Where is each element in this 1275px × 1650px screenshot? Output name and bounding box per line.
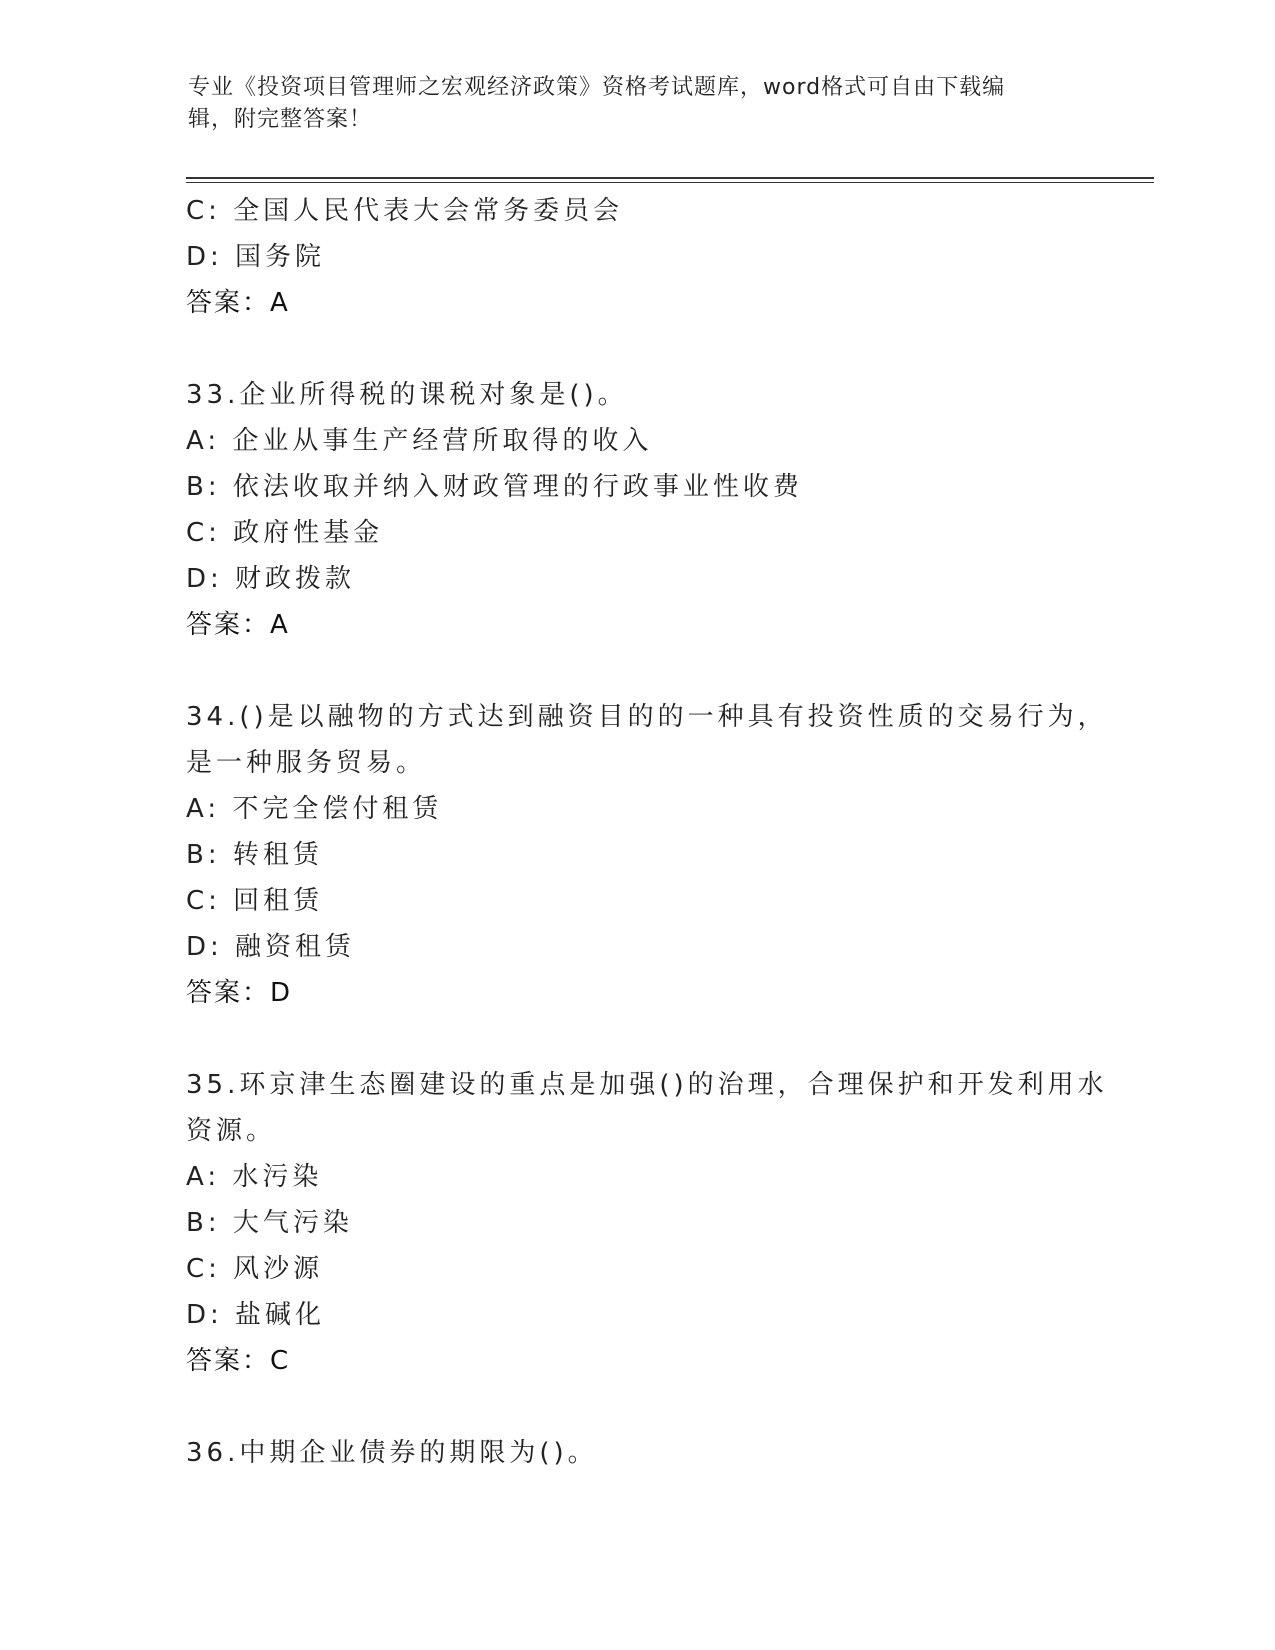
header-line-1: 专业《投资项目管理师之宏观经济政策》资格考试题库，word格式可自由下载编	[188, 75, 1006, 100]
option-d: D: 国务院	[186, 242, 326, 272]
option-d: D: 盐碱化	[186, 1300, 326, 1330]
option-c: C: 回租赁	[186, 886, 324, 916]
header-line-2: 辑，附完整答案！	[188, 107, 373, 132]
answer-line: 答案：A	[186, 610, 290, 640]
question-block-previous	[186, 188, 1086, 326]
question-text: 33.企业所得税的课税对象是()。	[186, 380, 628, 410]
option-a: A: 企业从事生产经营所取得的收入	[186, 426, 653, 456]
option-b: B: 转租赁	[186, 840, 323, 870]
option-c: C: 政府性基金	[186, 518, 384, 548]
question-block-35	[186, 1062, 1108, 1384]
question-block-34	[186, 694, 1108, 1016]
spacer	[186, 326, 1086, 372]
question-text-line-1: 35.环京津生态圈建设的重点是加强()的治理，合理保护和开发利用水	[186, 1070, 1108, 1100]
document-header	[188, 72, 1068, 136]
question-list	[186, 188, 1108, 1476]
question-text-line-1: 34.()是以融物的方式达到融资目的的一种具有投资性质的交易行为，	[186, 702, 1108, 732]
spacer	[186, 648, 1086, 694]
spacer	[186, 1384, 1086, 1430]
option-d: D: 融资租赁	[186, 932, 356, 962]
question-block-36	[186, 1430, 1086, 1476]
option-a: A: 不完全偿付租赁	[186, 794, 443, 824]
option-a: A: 水污染	[186, 1162, 323, 1192]
option-c: C: 全国人民代表大会常务委员会	[186, 196, 624, 226]
answer-line: 答案：C	[186, 1346, 291, 1376]
option-d: D: 财政拨款	[186, 564, 356, 594]
question-text-line-2: 是一种服务贸易。	[186, 748, 427, 778]
option-b: B: 大气污染	[186, 1208, 353, 1238]
question-text: 36.中期企业债券的期限为()。	[186, 1438, 598, 1468]
spacer	[186, 1016, 1086, 1062]
answer-line: 答案：D	[186, 978, 293, 1008]
header-divider-thick	[186, 177, 1154, 179]
option-b: B: 依法收取并纳入财政管理的行政事业性收费	[186, 472, 803, 502]
question-block-33	[186, 372, 1086, 648]
option-c: C: 风沙源	[186, 1254, 324, 1284]
answer-line: 答案：A	[186, 288, 290, 318]
header-divider-thin	[186, 182, 1154, 183]
question-text-line-2: 资源。	[186, 1116, 277, 1146]
